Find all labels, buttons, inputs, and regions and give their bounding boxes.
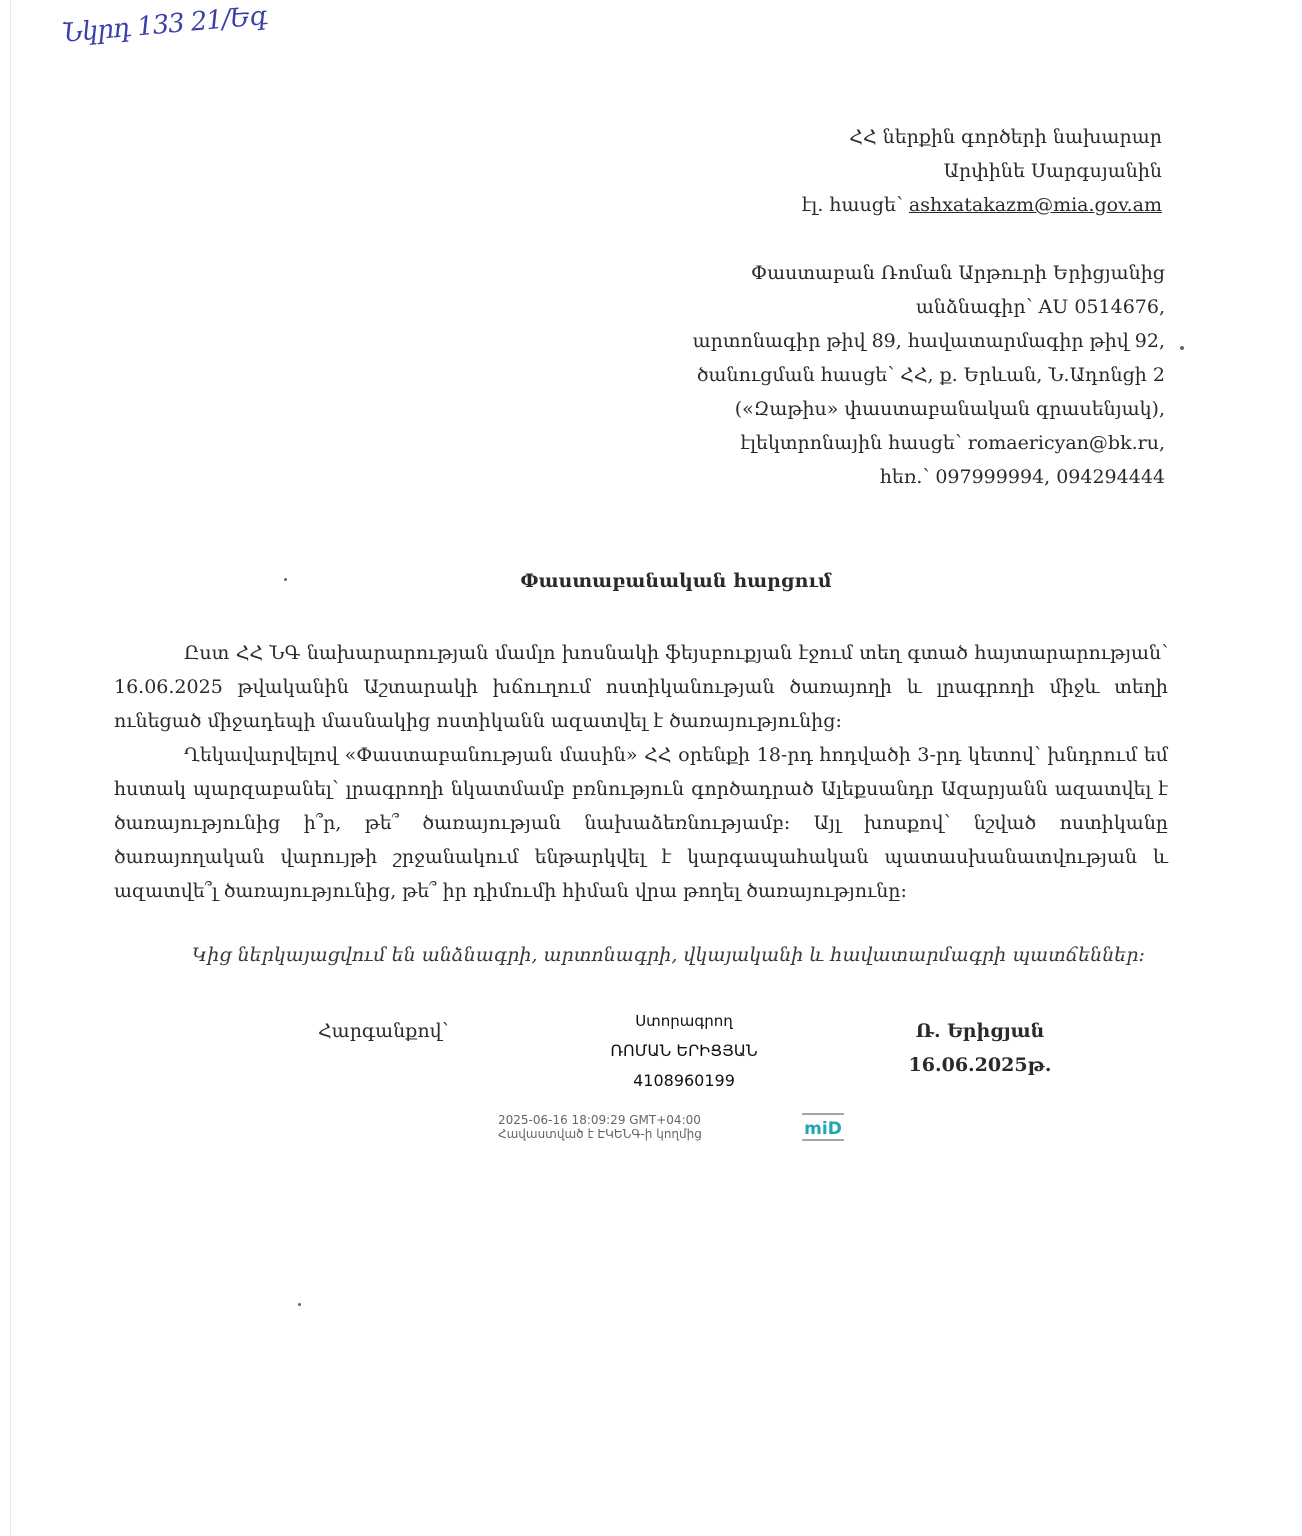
sender-office: («Զաթիս» փաստաբանական գրասենյակ), [734, 398, 1165, 420]
sender-address: ծանուցման հասցե՝ ՀՀ, ք. Երևան, Ն.Ադոնցի 2 [696, 364, 1165, 386]
body-paragraph: Ըստ ՀՀ ՆԳ նախարարության մամլո խոսնակի ֆեյսբուքյան էջում տեղ գտած հայտարարության՝ 16.06.2025 թվականին Աշտարակի խճուղում ոստիկանության ծառայողի և լրագրողի միջև տեղի ունեցած միջադեպի մասնակից ոստիկանն ազատվել է ծառայությունից: [114, 642, 1168, 732]
addressee-position: ՀՀ ներքին գործերի նախարար [849, 126, 1162, 148]
page-edge [10, 0, 11, 1536]
sender-name: Փաստաբան Ռոման Արթուրի Երիցյանից [751, 262, 1165, 284]
attachments-note: Կից ներկայացվում են անձնագրի, արտոնագրի, վկայականի և հավատարմագրի պատճեններ: [192, 944, 1145, 966]
esign-caption: Ստորագրող [635, 1012, 733, 1030]
addressee-email-link[interactable]: ashxatakazm@mia.gov.am [908, 194, 1162, 216]
mid-logo-text: miD [804, 1119, 842, 1139]
scan-speck [284, 578, 287, 581]
scan-speck [1180, 346, 1184, 350]
addressee-email-label: էլ. հասցե՝ [801, 194, 903, 216]
sender-passport: անձնագիր՝ AU 0514676, [915, 296, 1165, 318]
mid-timestamp: 2025-06-16 18:09:29 GMT+04:00 [498, 1113, 701, 1127]
handwritten-registration-note: Նկրդ 133 21/Եգ [61, 1, 268, 49]
addressee-email-line [802, 188, 1162, 222]
addressee-block [802, 120, 1162, 222]
electronic-signature-block [584, 1006, 784, 1096]
sender-email: էլեկտրոնային հասցե՝ romaericyan@bk.ru, [740, 432, 1165, 454]
mid-logo-icon [800, 1111, 846, 1143]
body-paragraph: Ղեկավարվելով «Փաստաբանության մասին» ՀՀ օրենքի 18-րդ հոդվածի 3-րդ կետով՝ խնդրում եմ հստակ պարզաբանել՝ լրագրողի նկատմամբ բռնություն գործադրած Ալեքսանդր Ազարյանն ազատվել է ծառայությունից ի՞ր, թե՞ ծառայության նախաձեռնությամբ: Այլ խոսքով՝ նշված ոստիկանը ծառայողական վարույթի շրջանակում ենթարկվել է կարգապահական պատասխանատվության և ազատվե՞լ ծառայությունից, թե՞ իր դիմումի հիման վրա թողել ծառայությունը: [114, 744, 1168, 902]
sender-phone: հեռ.՝ 097999994, 094294444 [879, 466, 1165, 488]
signature-date: 16.06.2025թ. [908, 1054, 1052, 1076]
sender-license: արտոնագիր թիվ 89, հավատարմագիր թիվ 92, [692, 330, 1165, 352]
sender-block [693, 256, 1165, 494]
esign-name: ՌՈՄԱՆ ԵՐԻՑՅԱՆ [610, 1041, 758, 1060]
mid-verified-text: Հավաստված է ԷԿԵՆԳ-ի կողմից [498, 1127, 702, 1141]
scan-speck [298, 1303, 301, 1306]
mid-timestamp-block [498, 1113, 702, 1141]
document-body [114, 636, 1168, 908]
addressee-name: Արփինե Սարգսյանին [943, 160, 1162, 182]
closing-respect: Հարգանքով՝ [318, 1020, 449, 1042]
esign-id: 4108960199 [633, 1071, 735, 1090]
signature-block [890, 1014, 1070, 1082]
signature-name: Ռ. Երիցյան [915, 1020, 1045, 1042]
document-title: Փաստաբանական հարցում [520, 570, 832, 592]
